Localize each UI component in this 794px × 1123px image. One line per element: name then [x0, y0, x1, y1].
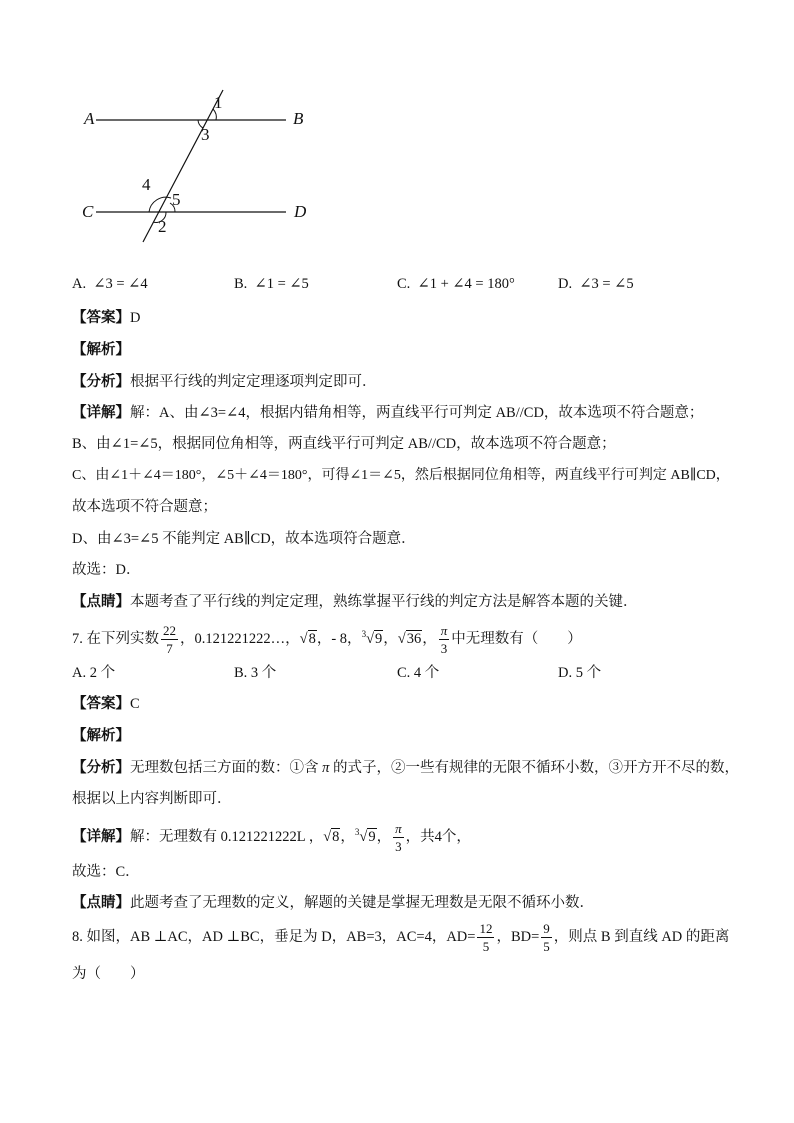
q7-choose: 故选：C． [72, 864, 140, 880]
q8-stem: 8. 如图，AB ⊥AC，AD ⊥BC，垂足为 D，AB=3，AC=4，AD= $\frac{12}{5}$ ，BD= $\frac{9}{5}$ ，则点 B 到直线 AD 的距离 [72, 921, 730, 955]
angle-label-4: 4 [142, 175, 151, 194]
fraction-pi-3-detail: $\frac{\pi}{3}$ [395, 821, 402, 854]
q7-option-b: B. 3 个 [234, 665, 277, 681]
q6-detail-5: D、由∠3=∠5 不能判定 AB∥CD，故本选项符合题意． [72, 531, 416, 547]
label-a: A [84, 109, 95, 128]
sqrt-36: √36 [397, 630, 422, 647]
q7-option-c: C. 4 个 [397, 665, 440, 681]
angle-label-5: 5 [172, 190, 181, 209]
fraction-9-5: $\frac{9}{5}$ [543, 921, 550, 955]
q6-analysis-tag: 【解析】 [72, 342, 130, 358]
q7-answer: 【答案】C [72, 696, 140, 712]
q6-option-b: B. ∠1 = ∠5 [234, 276, 309, 292]
sqrt-8: √8 [299, 630, 316, 647]
q6-fenxi: 【分析】根据平行线的判定定理逐项判定即可． [72, 374, 377, 390]
q7-stem: 7. 在下列实数 $\frac{22}{7}$ ，0.121221222…，√8，- 8，$^3$√9，√36， $\frac{\pi}{3}$ 中无理数有（ ） [72, 614, 582, 654]
q7-option-a: A. 2 个 [72, 665, 116, 681]
q6-option-a: A. ∠3 = ∠4 [72, 276, 148, 292]
angle-label-2: 2 [158, 217, 167, 236]
figure-svg [78, 85, 318, 250]
parallel-lines-figure [78, 85, 318, 250]
q8-stem-2: 为（ ） [72, 966, 145, 982]
q6-detail-3: C、由∠1＋∠4＝180°，∠5＋∠4＝180°，可得∠1＝∠5，然后根据同位角相等，两直线平行可判定 AB∥CD， [72, 468, 730, 483]
sqrt-8-detail: √8 [323, 828, 340, 845]
q7-fenxi-1: 【分析】无理数包括三方面的数：①含 π 的式子，②一些有规律的无限不循环小数，③开方开不尽的数， [72, 760, 740, 776]
q7-detail: 【详解】解：无理数有 0.121221222L ，√8，$^3$√9， $\frac{\pi}{3}$ ，共4个， [72, 812, 471, 852]
q7-analysis-tag: 【解析】 [72, 728, 130, 744]
fraction-22-7: $\frac{22}{7}$ [163, 623, 176, 656]
cbrt-9: $^3$√9 [361, 629, 383, 647]
q6-detail-1: 【详解】解：A、由∠3=∠4，根据内错角相等，两直线平行可判定 AB//CD，故本选项不符合题意； [72, 405, 704, 421]
q6-option-d: D. ∠3 = ∠5 [558, 276, 634, 292]
q6-answer: 【答案】D [72, 310, 141, 326]
q6-choose: 故选：D． [72, 562, 141, 578]
angle-label-3: 3 [201, 125, 210, 144]
label-b: B [293, 109, 304, 128]
label-c: C [82, 202, 94, 221]
q6-detail-4: 故本选项不符合题意； [72, 499, 217, 515]
angle-label-1: 1 [214, 93, 223, 112]
fraction-12-5: $\frac{12}{5}$ [479, 921, 493, 955]
q6-detail-2: B、由∠1=∠5，根据同位角相等，两直线平行可判定 AB//CD，故本选项不符合题意； [72, 436, 616, 452]
transversal [143, 90, 223, 242]
q7-comment: 【点睛】此题考查了无理数的定义，解题的关键是掌握无理数是无限不循环小数． [72, 895, 594, 911]
q7-option-d: D. 5 个 [558, 665, 602, 681]
cbrt-9-detail: $^3$√9 [354, 827, 376, 845]
q6-option-c: C. ∠1 + ∠4 = 180° [397, 276, 515, 292]
label-d: D [294, 202, 307, 221]
fraction-pi-3: $\frac{\pi}{3}$ [440, 623, 448, 656]
q6-comment: 【点睛】本题考查了平行线的判定定理，熟练掌握平行线的判定方法是解答本题的关键． [72, 594, 638, 610]
q7-fenxi-2: 根据以上内容判断即可． [72, 791, 232, 807]
